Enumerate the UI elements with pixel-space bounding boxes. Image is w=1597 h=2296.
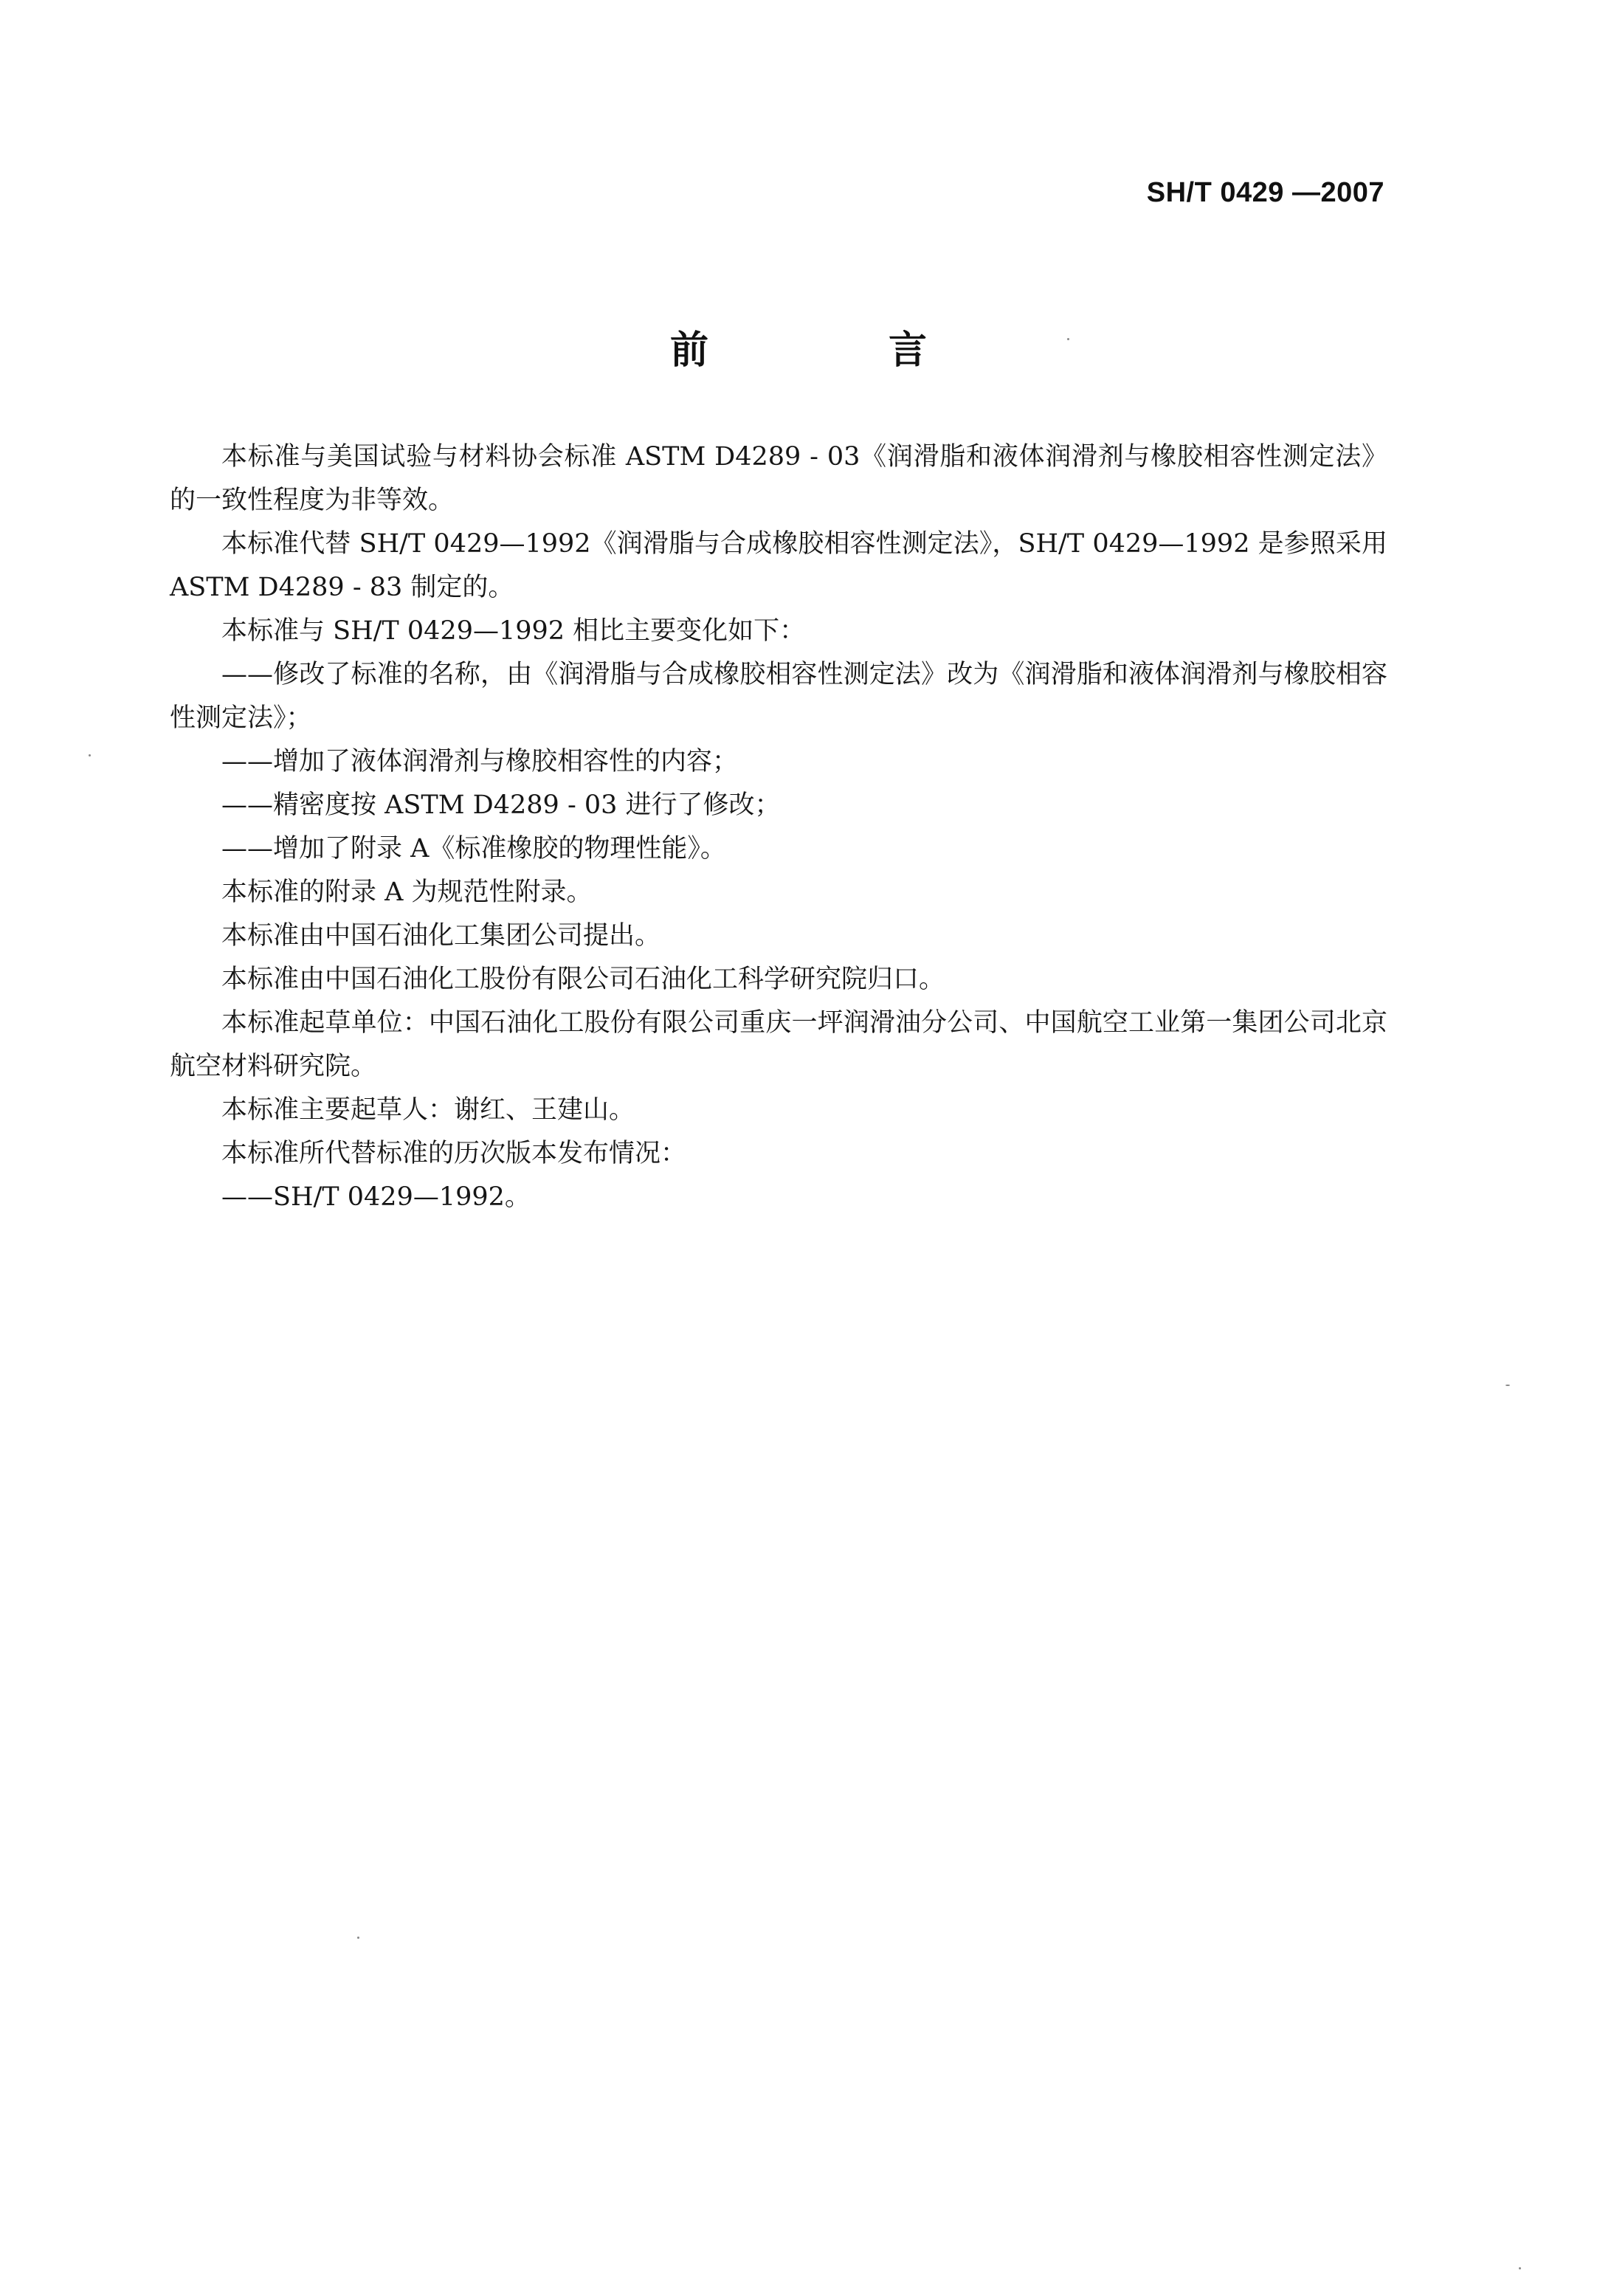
paragraph: ——SH/T 0429—1992。 bbox=[221, 1182, 531, 1212]
paragraph: 本标准的附录 A 为规范性附录。 bbox=[221, 878, 593, 907]
document-code: SH/T 0429 —2007 bbox=[1146, 177, 1384, 208]
paragraph: ——增加了附录 A《标准橡胶的物理性能》。 bbox=[221, 834, 726, 863]
paragraph: 本标准由中国石油化工股份有限公司石油化工科学研究院归口。 bbox=[221, 965, 945, 994]
paragraph: ——增加了液体润滑剂与橡胶相容性的内容； bbox=[221, 747, 739, 776]
scan-speck bbox=[89, 754, 91, 756]
scan-speck bbox=[1505, 1385, 1510, 1386]
paragraph: 本标准所代替标准的历次版本发布情况： bbox=[221, 1139, 687, 1168]
paragraph: 本标准由中国石油化工集团公司提出。 bbox=[221, 921, 661, 951]
scan-speck bbox=[357, 1937, 359, 1939]
paragraph: 本标准与美国试验与材料协会标准 ASTM D4289 - 03《润滑脂和液体润滑剂与橡胶相容性测定法》的一致性程度为非等效。 bbox=[170, 442, 1387, 515]
scan-speck bbox=[1067, 338, 1069, 340]
paragraph: 本标准代替 SH/T 0429—1992《润滑脂与合成橡胶相容性测定法》，SH/T 0429—1992 是参照采用 ASTM D4289 - 83 制定的。 bbox=[170, 529, 1387, 602]
scan-speck bbox=[1519, 2267, 1521, 2269]
paragraph: 本标准与 SH/T 0429—1992 相比主要变化如下： bbox=[221, 616, 806, 646]
paragraph: ——精密度按 ASTM D4289 - 03 进行了修改； bbox=[221, 790, 781, 820]
page-title: 前 言 bbox=[669, 328, 998, 373]
paragraph: ——修改了标准的名称，由《润滑脂与合成橡胶相容性测定法》改为《润滑脂和液体润滑剂与橡胶相容性测定法》； bbox=[170, 660, 1387, 733]
paragraph: 本标准起草单位：中国石油化工股份有限公司重庆一坪润滑油分公司、中国航空工业第一集团公司北京航空材料研究院。 bbox=[170, 1008, 1387, 1081]
foreword-body bbox=[170, 435, 1387, 1219]
paragraph: 本标准主要起草人：谢红、王建山。 bbox=[221, 1095, 635, 1125]
